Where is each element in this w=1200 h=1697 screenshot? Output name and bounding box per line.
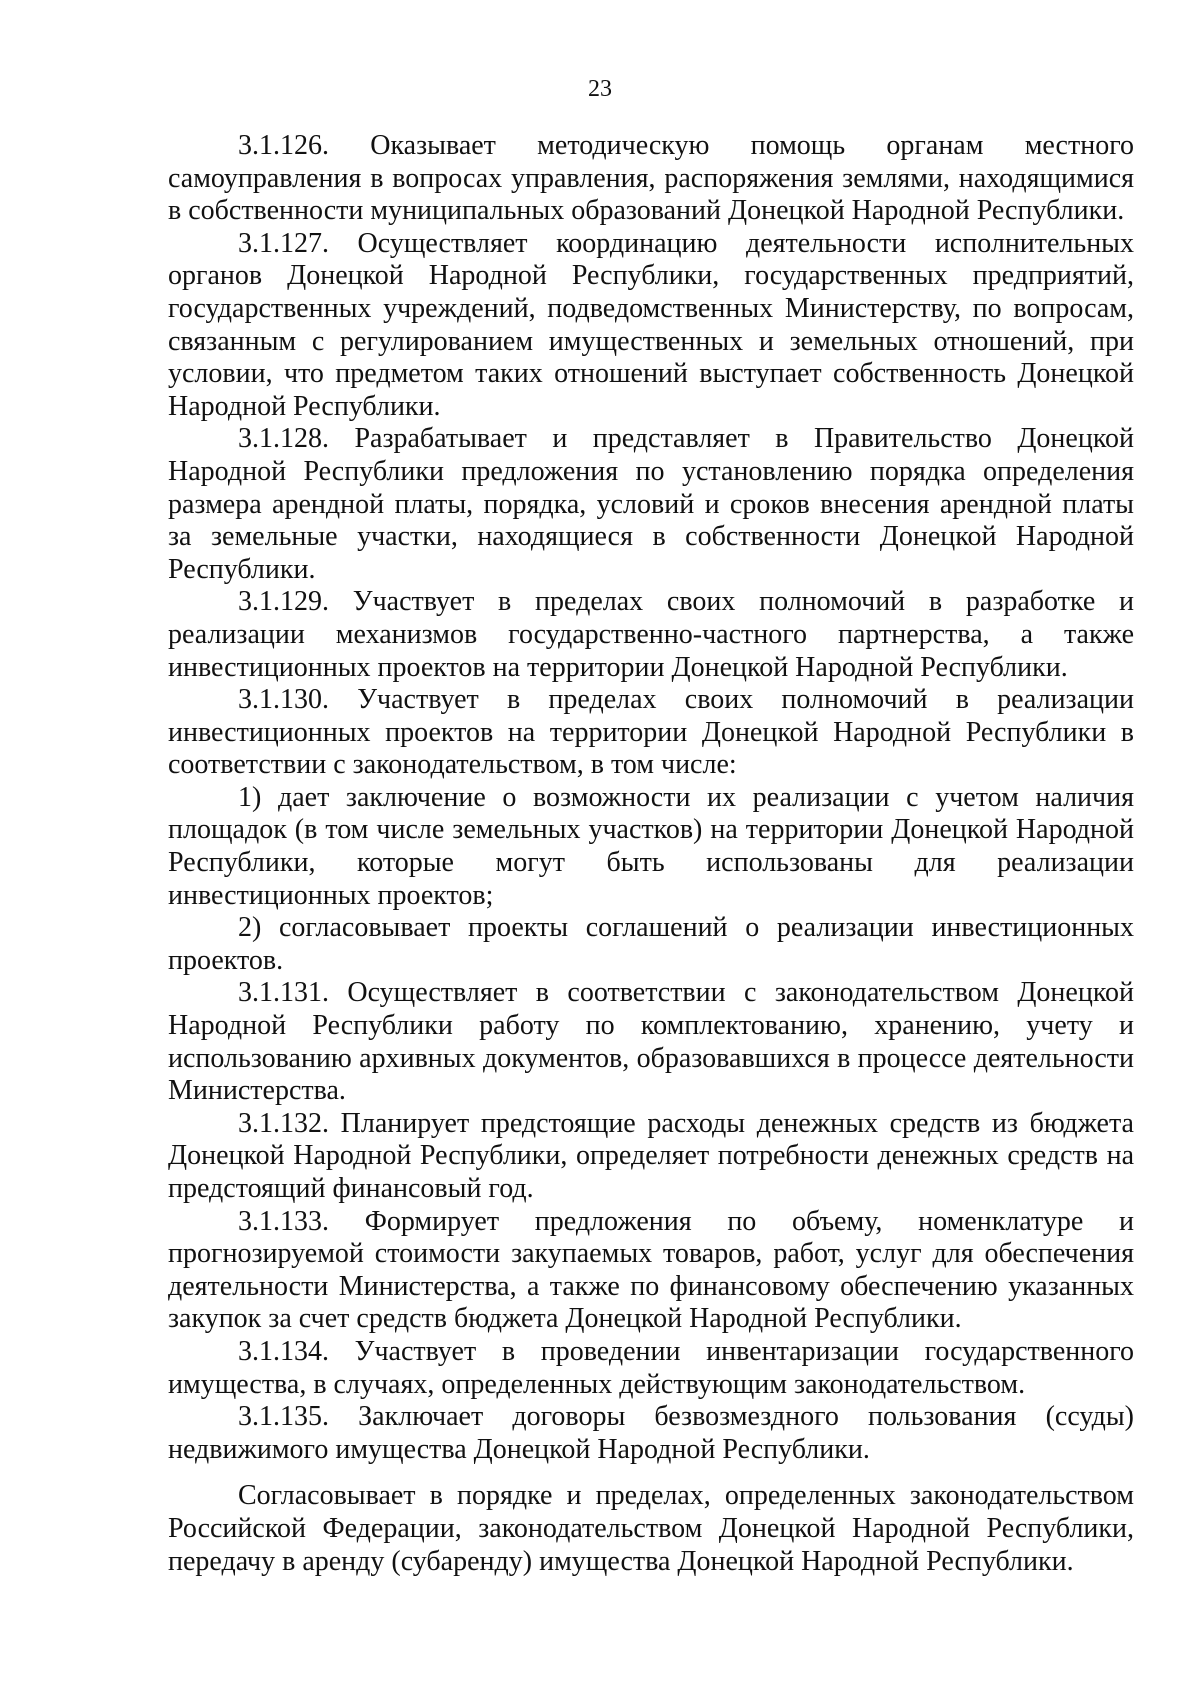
page-number: 23 [588, 76, 612, 102]
paragraph-3-1-130: 3.1.130. Участвует в пределах своих полномочий в реализации инвестиционных проектов на территории Донецкой Народной Республики в соответствии с законодательством, в том числе: [168, 684, 1134, 781]
paragraph-3-1-128: 3.1.128. Разрабатывает и представляет в Правительство Донецкой Народной Республики предложения по установлению порядка определения размера арендной платы, порядка, условий и сроков внесения арендной платы за земельные участки, находящиеся в собственности Донецкой Народной Республики. [168, 423, 1134, 585]
document-body [168, 130, 1134, 1578]
paragraph-3-1-132: 3.1.132. Планирует предстоящие расходы денежных средств из бюджета Донецкой Народной Республики, определяет потребности денежных средств на предстоящий финансовый год. [168, 1107, 1134, 1204]
paragraph-3-1-133: 3.1.133. Формирует предложения по объему, номенклатуре и прогнозируемой стоимости закупаемых товаров, работ, услуг для обеспечения деятельности Министерства, а также по финансовому обеспечению указанных закупок за счет средств бюджета Донецкой Народной Республики. [168, 1205, 1134, 1335]
paragraph-3-1-129: 3.1.129. Участвует в пределах своих полномочий в разработке и реализации механизмов государственно-частного партнерства, а также инвестиционных проектов на территории Донецкой Народной Республики. [168, 586, 1134, 683]
list-item-1: 1) дает заключение о возможности их реализации с учетом наличия площадок (в том числе земельных участков) на территории Донецкой Народной Республики, которые могут быть использованы для реализации инвестиционных проектов; [168, 781, 1134, 911]
paragraph-3-1-127: 3.1.127. Осуществляет координацию деятельности исполнительных органов Донецкой Народной Республики, государственных предприятий, государственных учреждений, подведомственных Министерству, по вопросам, связанным с регулированием имущественных и земельных отношений, при условии, что предметом таких отношений выступает собственность Донецкой Народной Республики. [168, 227, 1134, 422]
paragraph-3-1-131: 3.1.131. Осуществляет в соответствии с законодательством Донецкой Народной Республики работу по комплектованию, хранению, учету и использованию архивных документов, образовавшихся в процессе деятельности Министерства. [168, 977, 1134, 1107]
paragraph-final: Согласовывает в порядке и пределах, определенных законодательством Российской Федерации, законодательством Донецкой Народной Республики, передачу в аренду (субаренду) имущества Донецкой Народной Республики. [168, 1480, 1134, 1577]
paragraph-3-1-126: 3.1.126. Оказывает методическую помощь органам местного самоуправления в вопросах управления, распоряжения землями, находящимися в собственности муниципальных образований Донецкой Народной Республики. [168, 130, 1134, 227]
paragraph-3-1-135: 3.1.135. Заключает договоры безвозмездного пользования (ссуды) недвижимого имущества Донецкой Народной Республики. [168, 1401, 1134, 1465]
paragraph-3-1-134: 3.1.134. Участвует в проведении инвентаризации государственного имущества, в случаях, определенных действующим законодательством. [168, 1335, 1134, 1400]
list-item-2: 2) согласовывает проекты соглашений о реализации инвестиционных проектов. [168, 912, 1134, 976]
